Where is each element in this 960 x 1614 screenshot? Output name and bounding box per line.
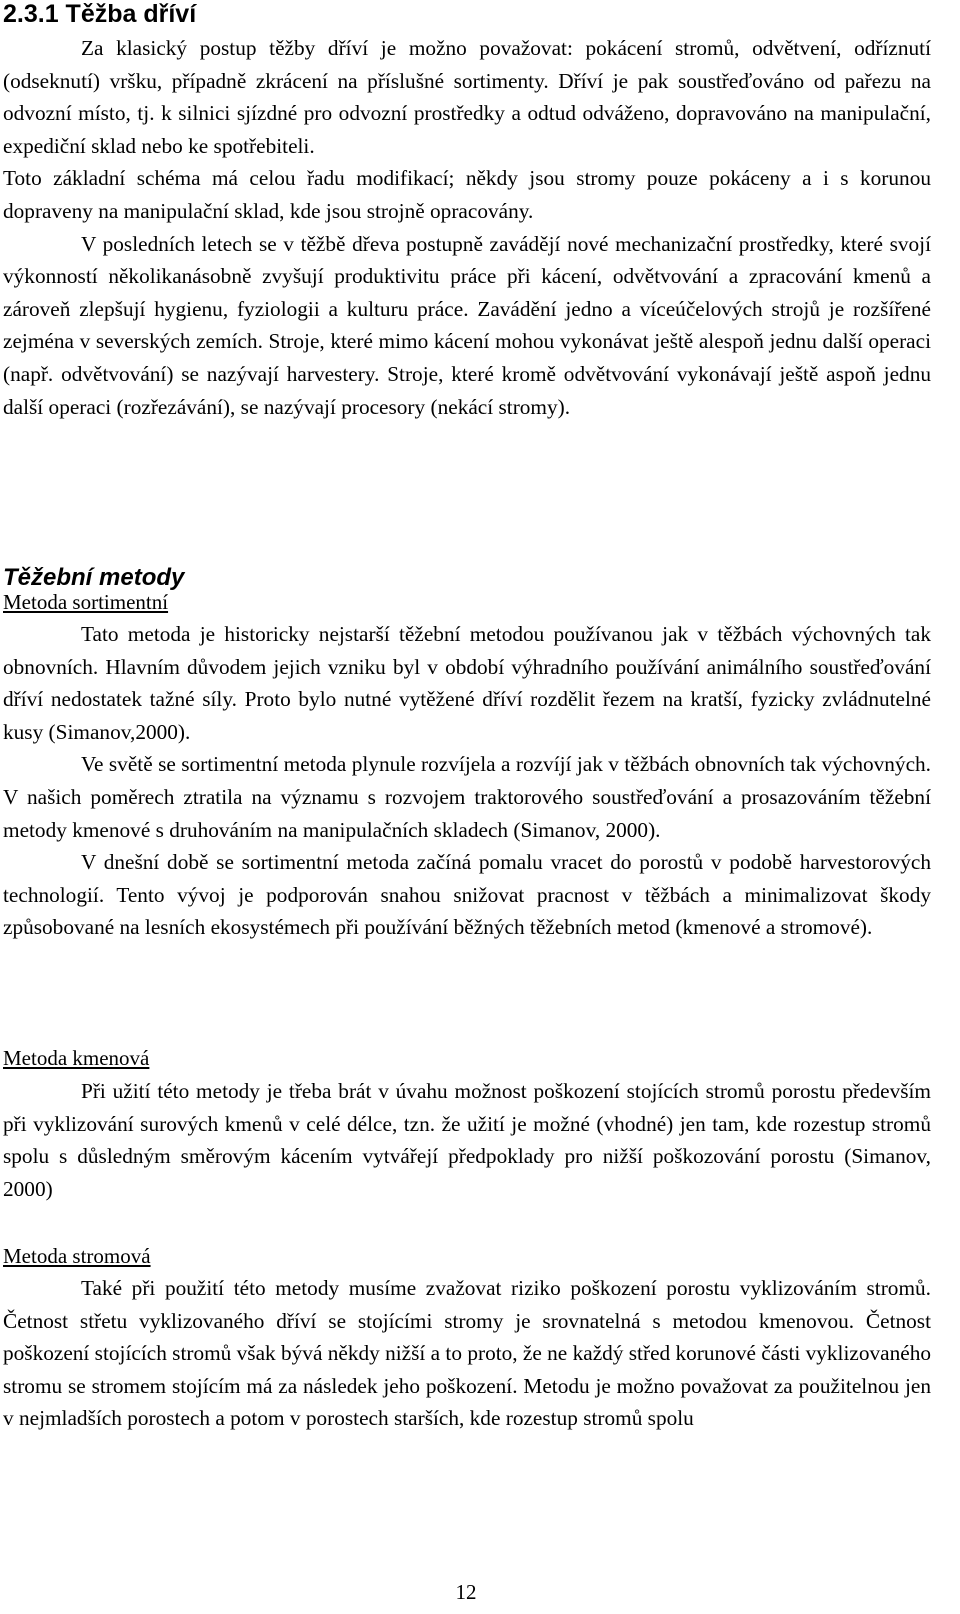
chapter-heading: 2.3.1 Těžba dříví [3,0,197,28]
stromova-title: Metoda stromová [3,1244,151,1268]
sortimentni-paragraph-1: Tato metoda je historicky nejstarší těžební metodou používanou jak v těžbách výchovných tak obnovních. Hlavním důvodem jejich vzniku byl v období výhradního používání animálního soustřeďování dříví nedostatek tažné síly. Proto bylo nutné vytěžené dříví rozdělit řezem na kratší, fyzicky zvládnutelné kusy (Simanov,2000). [3,622,931,744]
sortimentni-text [3,618,931,944]
sortimentni-paragraph-3: V dnešní době se sortimentní metoda začíná pomalu vracet do porostů v podobě harvestorových technologií. Tento vývoj je podporován snahou snižovat pracnost v těžbách a minimalizovat škody způsobované na lesních ekosystémech při používání běžných těžebních metod (kmenové a stromové). [3,850,931,940]
section-heading: Těžební metody [3,564,185,591]
sortimentni-title: Metoda sortimentní [3,590,169,614]
intro-paragraph-3: V posledních letech se v těžbě dřeva postupně zavádějí nové mechanizační prostředky, které svojí výkonností několikanásobně zvyšují produktivitu práce při kácení, odvětvování a zpracování kmenů a zároveň zlepšují hygienu, fyziologii a kulturu práce. Zavádění jedno a víceúčelových strojů je rozšířené zejména v severských zemích. Stroje, které mimo kácení mohou vykonávat ještě alespoň jednu další operaci (např. odvětvování) se nazývají harvestery. Stroje, které kromě odvětvování vykonávají ještě aspoň jednu další operaci (rozřezávání), se nazývají procesory (nekácí stromy). [3,231,931,419]
page-number: 12 [455,1580,477,1604]
stromova-paragraph-1: Také při použití této metody musíme zvažovat riziko poškození porostu vyklizováním stromů. Četnost střetu vyklizovaného dříví se stojícími stromy je srovnatelná s metodou kmenovou. Četnost poškození stojících stromů však bývá někdy nižší a to proto, že ne každý střed korunové části vyklizovaného stromu se stromem stojícím má za následek jeho poškození. Metodu je možno považovat za použitelnou jen v nejmladších porostech a potom v porostech starších, kde rozestup stromů spolu [3,1276,931,1431]
kmenova-title: Metoda kmenová [3,1046,150,1070]
stromova-text [3,1272,931,1435]
sortimentni-paragraph-2: Ve světě se sortimentní metoda plynule rozvíjela a rozvíjí jak v těžbách obnovních tak výchovných. V našich poměrech ztratila na významu s rozvojem traktorového soustřeďování a prosazováním těžební metody kmenové s druhováním na manipulačních skladech (Simanov, 2000). [3,752,931,842]
intro-paragraph-2: Toto základní schéma má celou řadu modifikací; někdy jsou stromy pouze pokáceny a i s korunou dopraveny na manipulační sklad, kde jsou strojně opracovány. [3,166,931,223]
intro-text [3,32,931,423]
intro-paragraph-1: Za klasický postup těžby dříví je možno považovat: pokácení stromů, odvětvení, odříznutí (odseknutí) vršku, případně zkrácení na příslušné sortimenty. Dříví je pak soustřeďováno od pařezu na odvozní místo, tj. k silnici sjízdné pro odvozní prostředky a odtud odváženo, dopravováno na manipulační, expediční sklad nebo ke spotřebiteli. [3,36,931,158]
kmenova-paragraph-1: Při užití této metody je třeba brát v úvahu možnost poškození stojících stromů porostu především při vyklizování surových kmenů v celé délce, tzn. že užití je možné (vhodné) jen tam, kde rozestup stromů spolu s důsledným směrovým kácením vytvářejí předpoklady pro nižší poškozování porostu (Simanov, 2000) [3,1079,931,1201]
kmenova-text [3,1075,931,1205]
